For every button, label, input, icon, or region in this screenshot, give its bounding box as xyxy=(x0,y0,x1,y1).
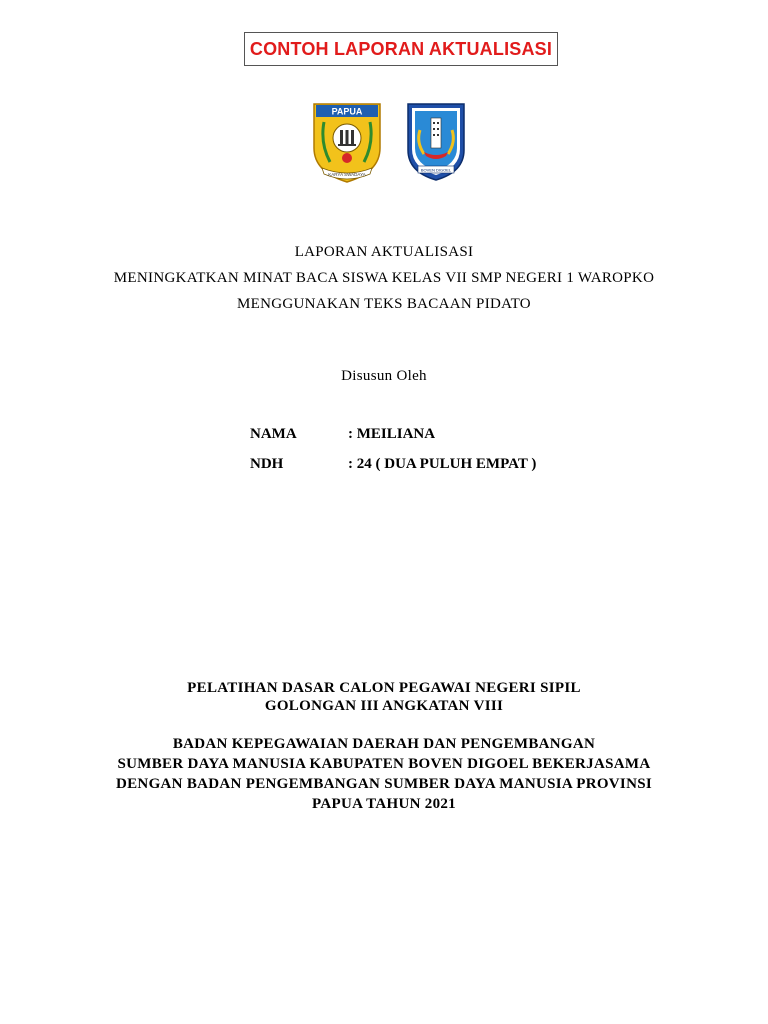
boven-digoel-emblem-text: BOVEN DIGOEL xyxy=(420,167,452,173)
ndh-label: NDH xyxy=(250,456,284,472)
papua-province-emblem-icon xyxy=(310,98,384,184)
name-value: : MEILIANA xyxy=(348,426,436,442)
training-line-2: GOLONGAN III ANGKATAN VIII xyxy=(264,698,504,714)
report-title-line-2: MENGGUNAKAN TEKS BACAAN PIDATO xyxy=(237,296,531,312)
institution-line-4: PAPUA TAHUN 2021 xyxy=(312,796,456,812)
document-header-label: CONTOH LAPORAN AKTUALISASI xyxy=(244,32,558,66)
papua-emblem-text: PAPUA xyxy=(331,106,363,117)
institution-line-2: SUMBER DAYA MANUSIA KABUPATEN BOVEN DIGOEL BEKERJASAMA xyxy=(117,756,651,772)
training-line-1: PELATIHAN DASAR CALON PEGAWAI NEGERI SIPIL xyxy=(187,680,581,696)
institution-line-3: DENGAN BADAN PENGEMBANGAN SUMBER DAYA MANUSIA PROVINSI xyxy=(116,776,652,792)
boven-digoel-regency-emblem-icon xyxy=(402,100,470,182)
papua-emblem-motto: KARYA SWADAYA xyxy=(328,172,366,177)
ndh-value: : 24 ( DUA PULUH EMPAT ) xyxy=(348,456,537,472)
report-type: LAPORAN AKTUALISASI xyxy=(294,244,474,260)
report-title-line-1: MENINGKATKAN MINAT BACA SISWA KELAS VII SMP NEGERI 1 WAROPKO xyxy=(113,270,655,286)
institution-line-1: BADAN KEPEGAWAIAN DAERAH DAN PENGEMBANGAN xyxy=(172,736,596,752)
compiled-by-heading: Disusun Oleh xyxy=(341,368,427,384)
name-label: NAMA xyxy=(250,426,297,442)
